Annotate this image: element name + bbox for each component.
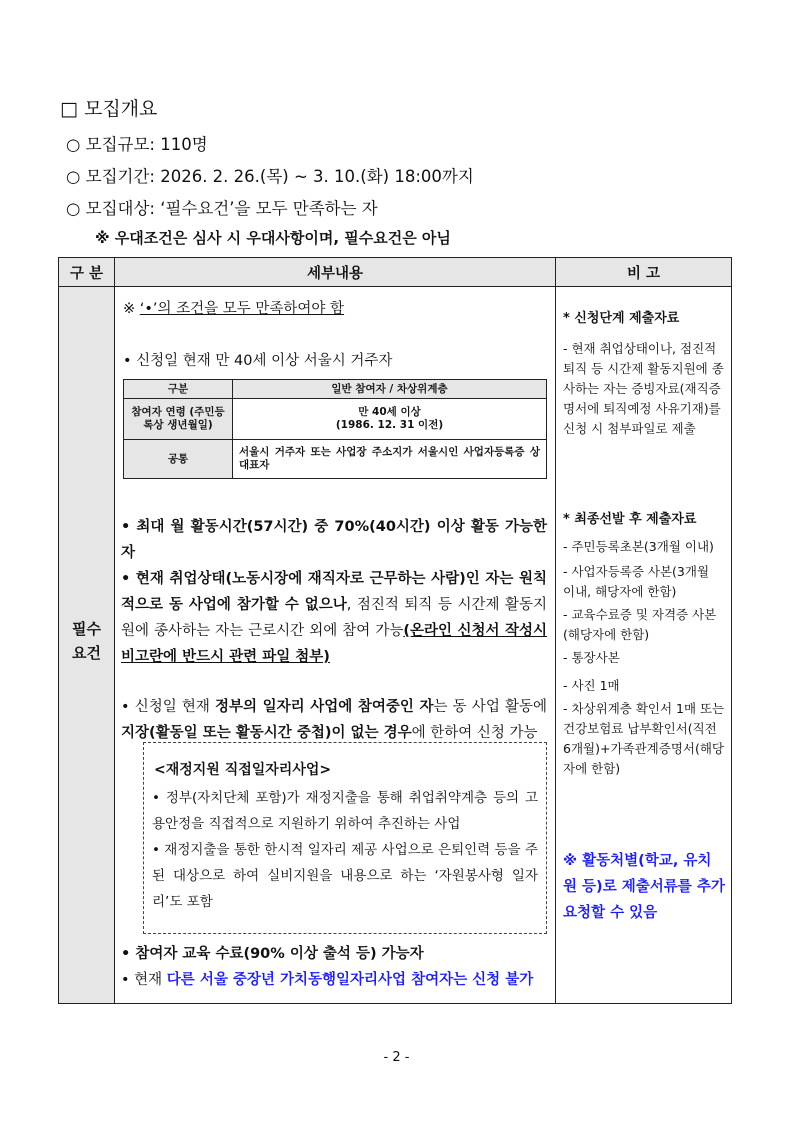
condition-note <box>123 297 344 318</box>
remarks-doc-lowincome: - 차상위계층 확인서 1매 또는 건강보험료 납부확인서(직전 6개월)+가족관계증명서(해당자에 한함) <box>563 701 725 776</box>
remarks-title-application: * 신청단계 제출자료 <box>563 311 680 326</box>
remarks-title-final: * 최종선발 후 제출자료 <box>563 512 697 527</box>
condition-prefix: ※ <box>123 301 140 317</box>
remarks-doc-education: - 교육수료증 및 자격증 사본(해당자에 한함) <box>563 607 717 642</box>
age-table <box>123 379 547 479</box>
preference-note: ※ 우대조건은 심사 시 우대사항이며, 필수요건은 아님 <box>95 229 451 247</box>
age-table-label-common: 공통 <box>124 440 233 479</box>
req-employment-bold: • 현재 취업상태(노동시장에 재직자로 근무하는 사람)인 자는 원칙적으로 동 사업에 참가할 수 없으나 <box>121 571 547 613</box>
condition-text: ‘•’의 조건을 모두 만족하여야 함 <box>139 301 345 317</box>
age-requirement: • 신청일 현재 만 40세 이상 서울시 거주자 <box>123 353 393 369</box>
age-table-label-age: 참여자 연령 (주민등록상 생년월일) <box>124 399 233 440</box>
req-activity-hours: • 최대 월 활동시간(57시간) 중 70%(40시간) 이상 활동 가능한 자 <box>121 519 547 561</box>
remarks-application-doc: - 현재 취업상태이나, 점진적 퇴직 등 시간제 활동지원에 종사하는 자는 증빙자료(재직증명서에 퇴직예정 사유기재)를 신청 시 첨부파일로 제출 <box>563 341 724 436</box>
remarks-doc-bankbook: - 통장사본 <box>563 650 620 665</box>
req-gov-job-c: 는 동 사업 활동에 <box>433 699 547 715</box>
req-no-duplicate-a: • 현재 <box>121 972 167 988</box>
remarks-doc-business: - 사업자등록증 사본(3개월 이내, 해당자에 한함) <box>563 564 710 599</box>
header-gubun: 구 분 <box>59 258 115 287</box>
section-title: □ 모집개요 <box>60 98 158 120</box>
gubun-label-2: 요건 <box>72 644 101 662</box>
remarks-doc-photo: - 사진 1매 <box>563 678 620 693</box>
header-remarks: 비 고 <box>556 258 732 287</box>
req-employment-tail: (온라인 신청서 작성시 비고란에 반드시 관련 파일 첨부) <box>121 623 548 665</box>
req-gov-job <box>121 694 547 746</box>
age-table-header-1: 구분 <box>124 380 233 399</box>
age-table-header-2: 일반 참여자 / 차상위계층 <box>233 380 547 399</box>
req-education: • 참여자 교육 수료(90% 이상 출석 등) 가능자 <box>121 946 424 962</box>
remarks-doc-resident: - 주민등록초본(3개월 이내) <box>563 539 714 554</box>
box-title: <재정지원 직접일자리사업> <box>154 762 332 778</box>
details-cell <box>115 287 556 1004</box>
req-no-duplicate <box>121 967 547 993</box>
header-details: 세부내용 <box>115 258 556 287</box>
age-value-line-2: (1986. 12. 31 이전) <box>335 419 444 431</box>
req-gov-job-b: 정부의 일자리 사업에 참여중인 자 <box>215 699 434 715</box>
req-gov-job-a: • 신청일 현재 <box>121 699 216 715</box>
box-paragraph-1: • 정부(자치단체 포함)가 재정지출을 통해 취업취약계층 등의 고용안정을 직접적으로 지원하기 위하여 추진하는 사업 <box>152 790 538 832</box>
age-table-value-common: 서울시 거주자 또는 사업장 주소지가 서울시인 사업자등록증 상 대표자 <box>233 440 547 479</box>
remarks-cell <box>556 287 732 1004</box>
req-no-duplicate-b: 다른 서울 중장년 가치동행일자리사업 참여자는 신청 불가 <box>166 972 534 988</box>
req-gov-job-e: 에 한하여 신청 가능 <box>411 725 538 741</box>
gubun-cell <box>59 287 115 1004</box>
req-employment <box>121 566 547 670</box>
remarks-additional-docs: ※ 활동처별(학교, 유치원 등)로 제출서류를 추가 요청할 수 있음 <box>563 853 725 921</box>
req-gov-job-d: 지장(활동일 또는 활동시간 중첩)이 없는 경우 <box>121 725 412 741</box>
age-table-value-age <box>233 399 547 440</box>
gubun-label-1: 필수 <box>72 620 101 638</box>
req-employment-normal: , 점진적 퇴직 등 시간제 활동지원에 종사하는 자는 근로시간 외에 참여 가능 <box>121 597 547 639</box>
gov-job-definition-box <box>143 742 547 934</box>
box-paragraph-2: • 재정지출을 통한 한시적 일자리 제공 사업으로 은퇴인력 등을 주된 대상으로 하여 실비지원을 내용으로 하는 ‘자원봉사형 일자리’도 포함 <box>152 842 538 910</box>
requirements-table <box>58 257 732 1004</box>
overview-period: ○ 모집기간: 2026. 2. 26.(목) ~ 3. 10.(화) 18:00까지 <box>66 167 474 186</box>
age-value-line-1: 만 40세 이상 <box>358 406 421 418</box>
overview-target: ○ 모집대상: ‘필수요건’을 모두 만족하는 자 <box>66 199 378 218</box>
overview-scale: ○ 모집규모: 110명 <box>66 135 208 154</box>
page-number: - 2 - <box>383 1050 410 1065</box>
